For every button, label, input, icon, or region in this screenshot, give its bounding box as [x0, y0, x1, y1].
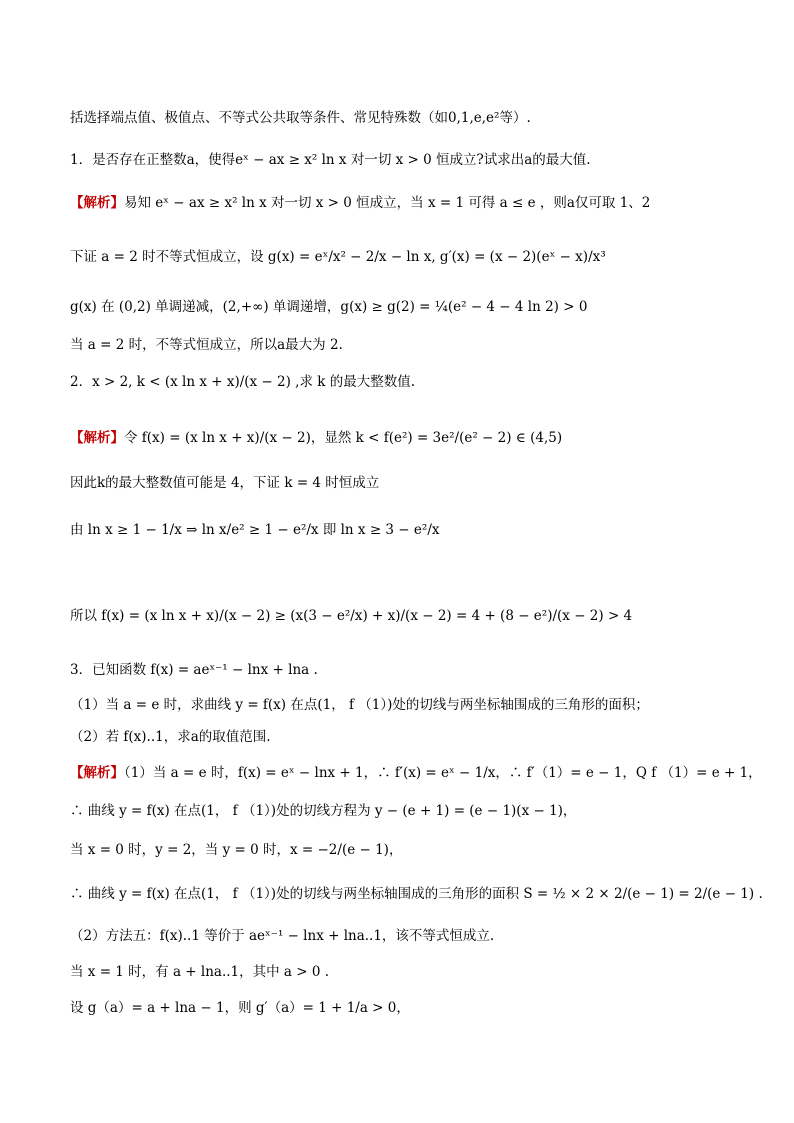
solution-label: 【解析】 — [70, 765, 124, 781]
q2-solution-line-1 — [70, 428, 734, 448]
intro-line: 括选择端点值、极值点、不等式公共取等条件、常见特殊数（如0,1,e,e²等）. — [70, 110, 531, 126]
q2-solution-line-2: 因此k的最大整数值可能是 4，下证 k = 4 时恒成立 — [70, 475, 380, 491]
q3-solution-line-4: ∴ 曲线 y = f(x) 在点(1， f （1）)处的切线与两坐标轴围成的三角形的面积 S = ½ × 2 × 2/(e − 1) = 2/(e − 1) . — [70, 886, 763, 902]
q1-solution-line-3: g(x) 在 (0,2) 单调递减，(2,+∞) 单调递增，g(x) ≥ g(2) = ¼(e² − 4 − 4 ln 2) > 0 — [70, 299, 588, 315]
solution-label: 【解析】 — [70, 430, 124, 446]
q2-solution-line-4: 所以 f(x) = (x ln x + x)/(x − 2) ≥ (x(3 − e²/x) + x)/(x − 2) = 4 + (8 − e²)/(x − 2) > 4 — [70, 608, 633, 624]
q1-solution-line-2 — [70, 247, 734, 267]
question-2: 2．x > 2, k < (x ln x + x)/(x − 2) ,求 k 的最大整数值. — [70, 374, 416, 390]
solution-label: 【解析】 — [70, 195, 124, 211]
q3-solution-line-7: 设 g（a）= a + lna − 1，则 g′（a）= 1 + 1/a > 0， — [70, 1000, 410, 1016]
q3-part-1: （1）当 a = e 时，求曲线 y = f(x) 在点(1， f （1）)处的切线与两坐标轴围成的三角形的面积； — [70, 697, 649, 713]
q3-solution-line-1 — [70, 763, 762, 783]
q3-part-2: （2）若 f(x)..1，求a的取值范围. — [70, 729, 271, 745]
question-1: 1．是否存在正整数a，使得eˣ − ax ≥ x² ln x 对一切 x > 0 恒成立?试求出a的最大值. — [70, 152, 591, 168]
q1-solution-line-4: 当 a = 2 时，不等式恒成立，所以a最大为 2. — [70, 337, 343, 353]
q1-l2-prefix: 下证 a = 2 时不等式恒成立，设 g(x) = — [70, 249, 311, 265]
q3-solution-line-2: ∴ 曲线 y = f(x) 在点(1， f （1）)处的切线方程为 y − (e + 1) = (e − 1)(x − 1)， — [70, 803, 577, 819]
q3-solution-line-5: （2）方法五：f(x)..1 等价于 aeˣ⁻¹ − lnx + lna..1，该不等式恒成立. — [70, 928, 495, 944]
q3-solution-line-6: 当 x = 1 时，有 a + lna..1，其中 a > 0 . — [70, 964, 330, 980]
q2-solution-line-3: 由 ln x ≥ 1 − 1/x ⇒ ln x/e² ≥ 1 − e²/x 即 ln x ≥ 3 − e²/x — [70, 522, 440, 538]
q2-solution-text: 令 f(x) = (x ln x + x)/(x − 2)，显然 k < f(e²) = 3e²/(e² − 2) ∈ (4,5) — [124, 430, 563, 446]
q1-l2-formula: eˣ/x² − 2/x − ln x, g′(x) = (x − 2)(eˣ − x)/x³ — [314, 249, 606, 265]
q3-solution-text: （1）当 a = e 时，f(x) = eˣ − lnx + 1，∴ f′(x) = eˣ − 1/x，∴ f′（1）= e − 1，Q f （1）= e + 1， — [124, 765, 762, 781]
question-3: 3．已知函数 f(x) = aeˣ⁻¹ − lnx + lna . — [70, 662, 318, 678]
q1-solution-line-1 — [70, 193, 734, 213]
q1-solution-text: 易知 eˣ − ax ≥ x² ln x 对一切 x > 0 恒成立，当 x = 1 可得 a ≤ e ，则a仅可取 1、2 — [124, 195, 651, 211]
q3-solution-line-3: 当 x = 0 时，y = 2，当 y = 0 时，x = −2/(e − 1)， — [70, 842, 403, 858]
